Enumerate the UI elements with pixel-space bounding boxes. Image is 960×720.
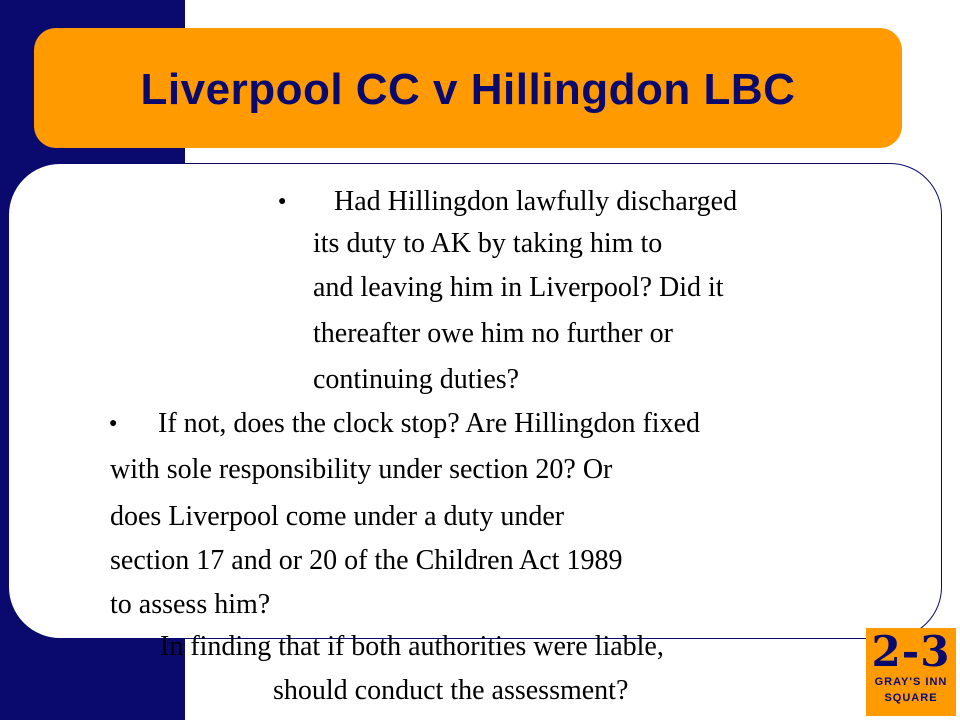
question-1-line-4: thereafter owe him no further or [313, 318, 673, 349]
overflow-line-2: should conduct the assessment? [273, 675, 629, 706]
slide-title: Liverpool CC v Hillingdon LBC [140, 65, 796, 114]
bullet-icon: ● [278, 194, 287, 209]
bullet-icon: ● [109, 416, 118, 431]
question-1-line-5: continuing duties? [313, 364, 520, 395]
question-1-line-2: its duty to AK by taking him to [313, 228, 663, 259]
logo-line-1: GRAY'S INN [874, 676, 948, 688]
question-1-line-3: and leaving him in Liverpool? Did it [313, 272, 724, 303]
logo-number: 2-3 [871, 627, 951, 676]
overflow-line-1: In finding that if both authorities were liable, [160, 631, 664, 662]
question-2-line-1: If not, does the clock stop? Are Hillingdon fixed [158, 408, 700, 439]
grays-inn-square-logo [866, 628, 956, 716]
question-2-line-2: with sole responsibility under section 20? Or [110, 454, 613, 485]
question-1-line-1: Had Hillingdon lawfully discharged [334, 186, 738, 217]
question-2-line-5: to assess him? [110, 589, 271, 620]
question-2-line-4: section 17 and or 20 of the Children Act 1989 [110, 545, 623, 576]
logo-line-2: SQUARE [884, 692, 938, 704]
question-2-line-3: does Liverpool come under a duty under [110, 501, 565, 532]
title-banner [34, 28, 902, 148]
